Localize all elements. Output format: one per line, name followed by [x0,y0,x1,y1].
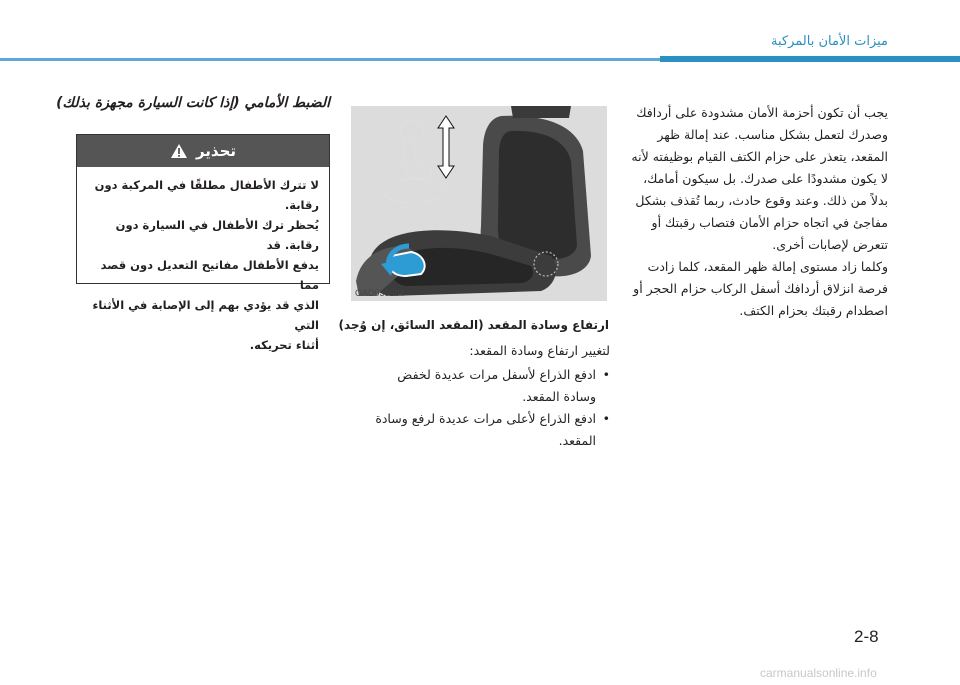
seat-illustration [351,106,607,301]
figure-caption: ارتفاع وسادة المقعد (المقعد السائق، إن وُجد) [338,318,609,332]
list-item-line: • ادفع الذراع لأعلى مرات عديدة لرفع وسادة [375,411,596,426]
body-line: لا يكون مشدودًا على صدرك. بل سيكون أمامك، [643,171,888,186]
body-line: يجب أن تكون أحزمة الأمان مشدودة على أردافك [636,105,888,120]
warning-line: أثناء تحريكه. [249,338,319,352]
adjust-intro: لتغيير ارتفاع وسادة المقعد: [469,343,610,358]
body-paragraph [624,102,888,322]
warning-triangle-icon [170,143,188,159]
body-line: وكلما زاد مستوى إمالة ظهر المقعد، كلما زادت [647,259,888,274]
body-line: المقعد، يتعذر على حزام الكتف القيام بوظيفته لأنه [631,149,888,164]
warning-line: يدفع الأطفال مفاتيح التعديل دون قصد مما [100,258,319,292]
header-rule-accent [660,56,960,62]
watermark: carmanualsonline.info [760,666,877,680]
body-line: مفاجئ في اتجاه حزام الأمان فتصاب رقبتك أو [651,215,888,230]
list-item [352,364,610,408]
figure-code: OAD035004 [355,288,405,298]
warning-line: يُحظر ترك الأطفال في السيارة دون رقابة. قد [115,218,319,252]
list-item-line: المقعد. [558,433,596,448]
body-line: تتعرض لإصابات أخرى. [772,237,888,252]
chapter-title: ميزات الأمان بالمركبة [771,34,888,49]
section-title: الضبط الأمامي (إذا كانت السيارة مجهزة بذلك) [56,95,330,111]
list-item [352,408,610,452]
warning-line: الذي قد يؤدي بهم إلى الإصابة في الأثناء التي [92,298,319,332]
warning-heading: تحذير [195,142,237,160]
warning-body [77,167,329,361]
warning-header [77,135,329,167]
list-item-line: • ادفع الذراع لأسفل مرات عديدة لخفض [397,367,596,382]
page-number: 2-8 [854,627,879,646]
body-line: وصدرك لتعمل بشكل مناسب. عند إمالة ظهر [657,127,888,142]
body-line: اصطدام رقبتك بحزام الكتف. [739,303,888,318]
body-line: فرصة انزلاق أردافك أسفل الركاب حزام الحجر أو [633,281,888,296]
adjust-list [352,364,610,452]
warning-line: لا تترك الأطفال مطلقًا في المركبة دون رقابة. [94,178,319,212]
adjust-instructions [352,340,610,452]
warning-box [76,134,330,352]
body-line: بدلاً من ذلك. وعند وقوع حادث، ربما تُقذف بشكل [635,193,888,208]
list-item-line: وسادة المقعد. [522,389,596,404]
seat-photo [351,106,607,301]
